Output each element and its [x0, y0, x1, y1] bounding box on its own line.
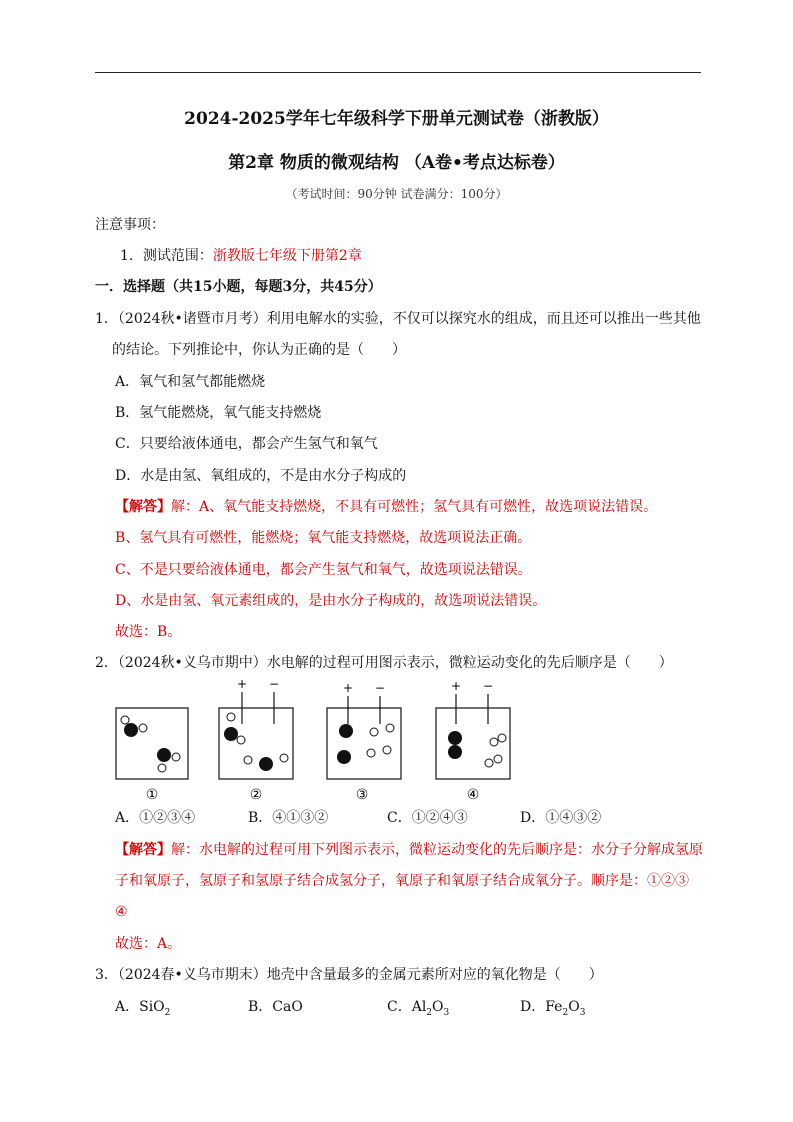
q3-option-b: B．CaO [248, 999, 303, 1015]
q2-option-d: D．①④③② [520, 810, 602, 826]
panel-2-plus: + [236, 677, 248, 691]
panel-3-label: ③ [355, 787, 369, 803]
q2-answer-line3: ④ [115, 904, 128, 920]
q2-option-b: B．④①③② [248, 810, 329, 826]
panel-3 [327, 681, 401, 803]
panel-4-plus: + [450, 679, 462, 693]
panel-3-minus: − [374, 681, 386, 695]
q2-stem-line1: 2．（2024秋•义乌市期中）水电解的过程可用图示表示，微粒运动变化的先后顺序是（ ） [95, 655, 673, 671]
q2-answer-line2: 子和氧原子，氢原子和氢原子结合成氢分子，氧原子和氧原子结合成氧分子。顺序是：①②③ [115, 873, 689, 889]
exam-info: （考试时间：90分钟 试卷满分：100分） [285, 187, 508, 201]
q3-option-c [387, 997, 449, 1023]
panel-3-plus: + [342, 681, 354, 695]
q1-option-c: C．只要给液体通电，都会产生氢气和氧气 [115, 436, 378, 452]
q1-result: 故选：B。 [115, 624, 182, 640]
q3-stem-line1: 3．（2024春•义乌市期末）地壳中含量最多的金属元素所对应的氧化物是（ ） [95, 967, 603, 983]
q1-option-a: A．氧气和氢气都能燃烧 [115, 374, 266, 390]
panel-4 [436, 679, 510, 803]
notes-heading: 注意事项： [95, 217, 165, 233]
electrolysis-diagram [112, 676, 532, 806]
q1-stem-line2: 的结论。下列推论中，你认为正确的是（ ） [112, 342, 406, 358]
q1-stem-line1: 1．（2024秋•诸暨市月考）利用电解水的实验，不仅可以探究水的组成，而且还可以推出一些其他 [95, 311, 701, 327]
section-1-heading: 一．选择题（共15小题，每题3分，共45分） [95, 279, 382, 295]
q1-answer-line2: B、氢气具有可燃性，能燃烧；氧气能支持燃烧，故选项说法正确。 [115, 530, 532, 546]
q1-answer-text: 解：A、氧气能支持燃烧，不具有可燃性；氢气具有可燃性，故选项说法错误。 [171, 499, 658, 515]
q3-option-d [520, 997, 585, 1023]
notes-item-1-prefix: 1．测试范围： [120, 248, 213, 264]
q2-answer-line1 [115, 840, 703, 860]
q3-option-d-sub2: 3 [579, 1007, 586, 1018]
q2-option-a: A．①②③④ [115, 810, 196, 826]
q3-option-c-sub1: 2 [426, 1007, 433, 1018]
page-title: 2024-2025学年七年级科学下册单元测试卷（浙教版） [184, 109, 609, 129]
q2-answer-tag: 【解答】 [115, 842, 171, 858]
q1-answer-line1 [115, 497, 657, 517]
q3-option-d-sub1: 2 [562, 1007, 569, 1018]
panel-2-label: ② [249, 787, 263, 803]
q1-option-d: D．水是由氢、氧组成的，不是由水分子构成的 [115, 468, 407, 484]
header-rule [95, 72, 701, 73]
panel-4-label: ④ [466, 787, 480, 803]
chapter-title: 第2章 物质的微观结构 （A卷•考点达标卷） [228, 153, 565, 173]
q1-answer-line3: C、不是只要给液体通电，都会产生氢气和氧气，故选项说法错误。 [115, 562, 532, 578]
panel-1 [116, 708, 188, 803]
notes-item-1-value: 浙教版七年级下册第2章 [212, 248, 362, 264]
panel-2-minus: − [268, 677, 280, 691]
q1-answer-line4: D、水是由氢、氧元素组成的，是由水分子构成的，故选项说法错误。 [115, 593, 547, 609]
q2-answer-text: 解：水电解的过程可用下列图示表示，微粒运动变化的先后顺序是：水分子分解成氢原 [171, 842, 703, 858]
q3-option-d-mid: O [568, 999, 580, 1015]
q3-option-a [115, 997, 170, 1023]
q3-option-c-text: C．Al [387, 999, 427, 1015]
panel-2 [219, 677, 293, 803]
q1-answer-tag: 【解答】 [115, 499, 171, 515]
q3-option-a-text: A．SiO [115, 999, 165, 1015]
q2-option-c: C．①②④③ [387, 810, 468, 826]
notes-item-1 [120, 246, 362, 266]
q3-option-d-text: D．Fe [520, 999, 563, 1015]
q2-result: 故选：A。 [115, 936, 182, 952]
q3-option-c-mid: O [432, 999, 444, 1015]
q3-option-a-sub: 2 [164, 1007, 171, 1018]
q1-option-b: B．氢气能燃烧，氧气能支持燃烧 [115, 405, 322, 421]
panel-1-label: ① [145, 787, 159, 803]
panel-4-minus: − [482, 679, 494, 693]
q3-option-c-sub2: 3 [443, 1007, 450, 1018]
